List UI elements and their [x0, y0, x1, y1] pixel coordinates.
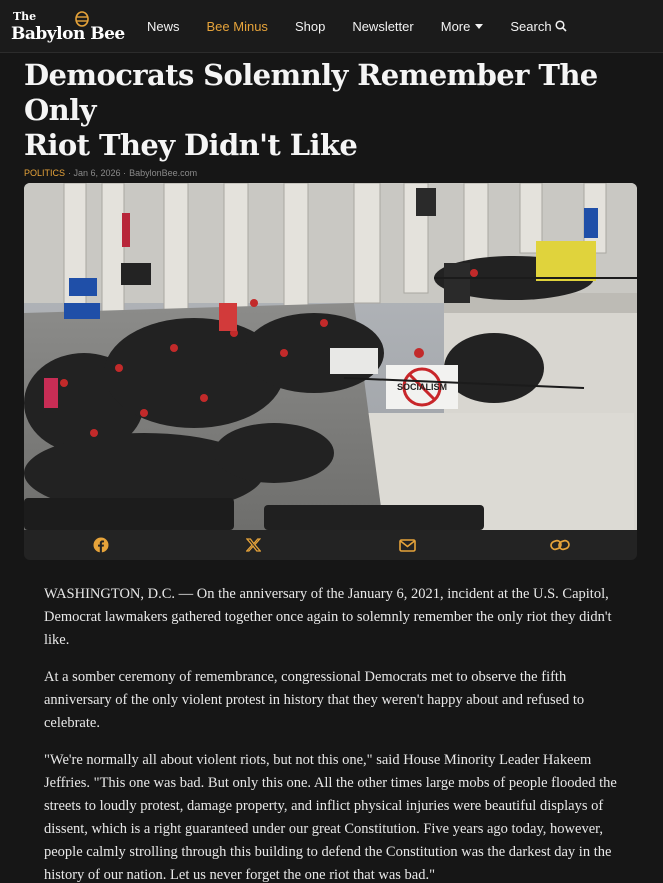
x-icon	[246, 538, 261, 552]
article-paragraph: "We're normally all about violent riots, but not this one," said House Minority Leader Hakeem Jeffries. "This one was bad. But only this one. All the other times large mobs of people flooded the streets to loudly protest, damage property, and inflict physical injuries were beautiful displays of dissent, which is a right guaranteed under our great Constitution. Five years ago today, however, people calmly strolling through this building to defend the Constitution was the darkest day in the history of our nation. Let us never forget the one riot that was bad."	[44, 752, 617, 883]
caret-down-icon	[475, 24, 483, 29]
logo-the: The	[13, 10, 37, 23]
article-body	[24, 560, 637, 883]
article-paragraph: WASHINGTON, D.C. — On the anniversary of the January 6, 2021, incident at the U.S. Capitol, Democrat lawmakers gathered together once again to solemnly remember the only riot they didn't like.	[44, 586, 612, 648]
link-icon	[550, 538, 570, 552]
nav-news[interactable]: News	[147, 18, 180, 34]
share-x-button[interactable]	[177, 530, 330, 560]
copy-link-button[interactable]	[484, 530, 637, 560]
nav-search-label: Search	[510, 18, 552, 34]
article-title-line1: Democrats Solemnly Remember The Only	[24, 58, 598, 127]
article-container	[0, 58, 663, 883]
share-email-button[interactable]	[331, 530, 484, 560]
nav-bee-minus[interactable]: Bee Minus	[206, 18, 268, 34]
article-title-line2: Riot They Didn't Like	[24, 128, 358, 162]
article-source: BabylonBee.com	[129, 168, 198, 178]
category-link[interactable]: POLITICS	[24, 168, 66, 178]
article-paragraph: At a somber ceremony of remembrance, congressional Democrats met to observe the fifth anniversary of the only violent protest in history that they weren't happy about and refused to celebrate.	[44, 669, 585, 731]
nav-more[interactable]	[441, 19, 484, 34]
site-logo[interactable]	[11, 6, 131, 46]
article-date: · Jan 6, 2026 ·	[68, 168, 127, 178]
article-title	[24, 58, 637, 163]
nav-more-label: More	[440, 18, 471, 34]
email-icon	[399, 539, 416, 552]
nav-newsletter[interactable]: Newsletter	[352, 18, 414, 34]
socialism-sign-text: SOCIALISM	[396, 382, 448, 392]
share-bar	[24, 530, 637, 560]
logo-name: Babylon Bee	[11, 24, 125, 44]
top-nav-bar	[0, 0, 663, 53]
share-facebook-button[interactable]	[24, 530, 177, 560]
main-nav	[147, 19, 594, 34]
facebook-icon	[93, 537, 109, 553]
search-icon	[555, 20, 567, 32]
nav-shop[interactable]: Shop	[294, 18, 326, 34]
nav-search[interactable]	[510, 19, 566, 34]
capitol-crowd-photo	[24, 183, 637, 530]
article-meta	[24, 168, 637, 178]
hero-image	[24, 183, 637, 530]
